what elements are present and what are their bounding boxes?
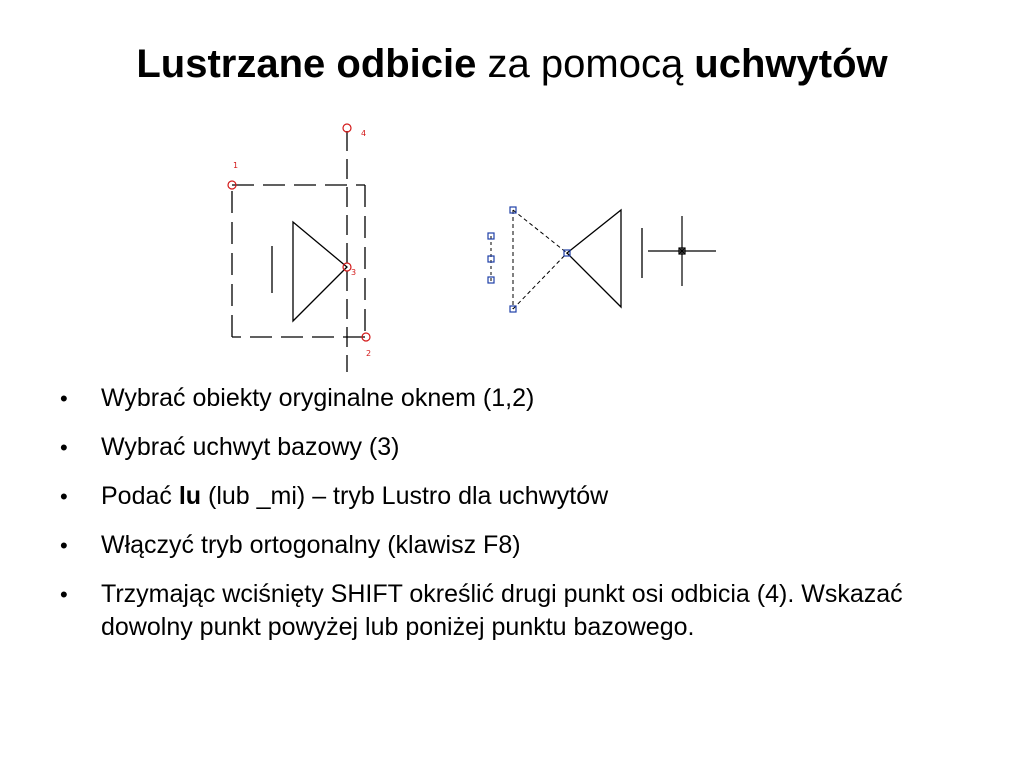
list-item-text-post: (lub _mi) – tryb Lustro dla uchwytów [201, 482, 609, 510]
result-triangle [567, 210, 621, 307]
cad-drawing [0, 0, 1024, 380]
title-bold-part-1: Lustrzane odbicie [136, 42, 477, 86]
title-bold-part-2: uchwytów [694, 42, 888, 86]
list-item-text-pre: Podać [101, 482, 179, 510]
label-point-2: 2 [366, 349, 372, 358]
label-point-1: 1 [233, 161, 239, 170]
bullet-icon: • [60, 386, 68, 411]
list-item [60, 431, 980, 464]
bullet-icon: • [60, 533, 68, 558]
mirror-grips-figure [0, 0, 1024, 380]
list-item-text: Wybrać obiekty oryginalne oknem (1,2) [101, 384, 535, 412]
selection-window [232, 185, 365, 337]
original-triangle [293, 222, 347, 321]
label-point-4: 4 [361, 129, 367, 138]
title-regular-part: za pomocą [476, 42, 695, 86]
list-item [60, 578, 980, 644]
bullet-icon: • [60, 582, 68, 607]
list-item-text: Włączyć tryb ortogonalny (klawisz F8) [101, 531, 521, 559]
list-item-text: Trzymając wciśnięty SHIFT określić drugi punkt osi odbicia (4). Wskazać dowolny punkt powyżej lub poniżej punktu bazowego. [101, 580, 903, 641]
crosshair-cursor-icon [648, 216, 716, 286]
list-item [60, 529, 980, 562]
list-item [60, 382, 980, 415]
bullet-icon: • [60, 435, 68, 460]
list-item [60, 480, 980, 513]
blue-grips [488, 207, 570, 312]
bullet-icon: • [60, 484, 68, 509]
label-point-3: 3 [351, 268, 357, 277]
list-item-text-bold: lu [178, 482, 202, 510]
mirrored-triangle-preview [513, 210, 567, 309]
list-item-text: Wybrać uchwyt bazowy (3) [101, 433, 400, 461]
instruction-list [60, 382, 980, 660]
grip-point-4[interactable] [343, 124, 351, 132]
